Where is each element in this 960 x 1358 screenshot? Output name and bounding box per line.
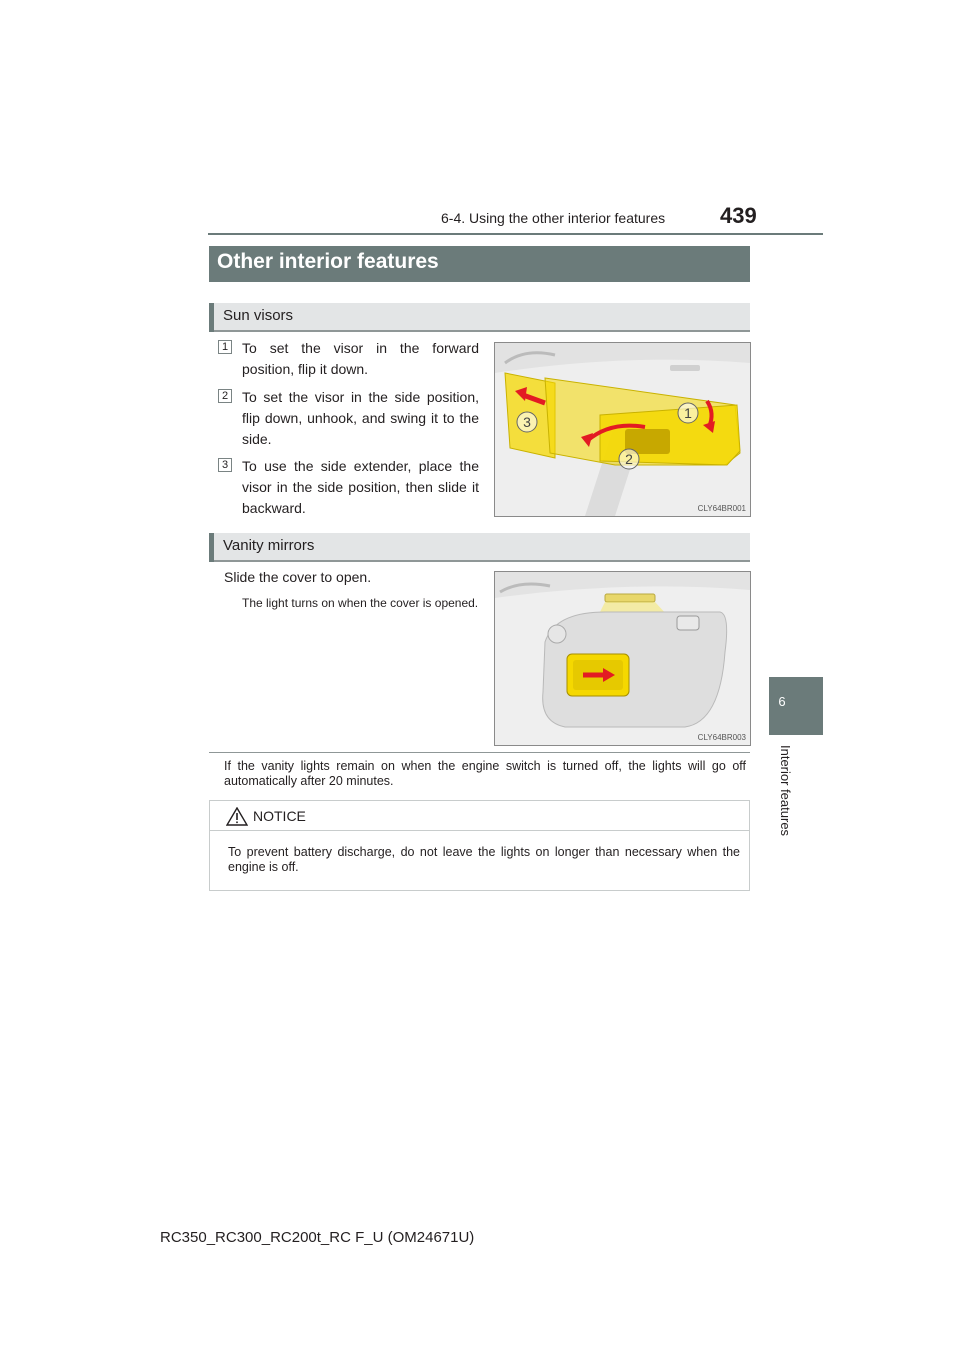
vanity-note: The light turns on when the cover is opened. [242, 596, 479, 610]
header-rule [208, 233, 823, 235]
section-heading-text: Vanity mirrors [223, 537, 315, 554]
vanity-mirror-illustration [494, 571, 751, 746]
chapter-tab-label: Interior features [778, 745, 793, 837]
notice-text: To prevent battery discharge, do not leave the lights on longer than necessary when the engine is off. [228, 845, 740, 874]
callout-3: 3 [523, 414, 531, 430]
notice-box [209, 800, 750, 891]
figure-code: CLY64BR001 [697, 504, 746, 513]
notice-header [210, 801, 749, 831]
figure-code: CLY64BR003 [697, 733, 746, 742]
chapter-tab-number: 6 [778, 694, 786, 709]
step-text-1: To set the visor in the forward position, flip it down. [242, 340, 479, 377]
section-heading-sun-visors [209, 303, 750, 332]
vanity-mirror-drawing [495, 572, 750, 745]
footer-model-code: RC350_RC300_RC200t_RC F_U (OM24671U) [160, 1229, 475, 1246]
running-header-section-title: 6-4. Using the other interior features [441, 210, 666, 226]
sun-visor-drawing [495, 343, 750, 516]
step-text-3: To use the side extender, place the visor in the side position, then slide it backward. [242, 458, 479, 516]
warning-triangle-icon [226, 807, 248, 826]
main-title: Other interior features [217, 250, 439, 273]
section-heading-vanity-mirrors [209, 533, 750, 562]
notice-heading: NOTICE [253, 808, 306, 824]
step-number-1: 1 [218, 340, 232, 354]
page-number: 439 [720, 203, 757, 228]
step-text-2: To set the visor in the side position, flip down, unhook, and swing it to the side. [242, 389, 479, 447]
callout-1: 1 [684, 405, 692, 421]
info-rule [209, 752, 750, 753]
step-number-2: 2 [218, 389, 232, 403]
main-title-bar [209, 246, 750, 282]
sun-visor-illustration [494, 342, 751, 517]
info-text: If the vanity lights remain on when the engine switch is turned off, the lights will go off automatically after 20 minutes. [224, 759, 746, 788]
vanity-instruction: Slide the cover to open. [224, 569, 372, 585]
step-number-3: 3 [218, 458, 232, 472]
section-heading-text: Sun visors [223, 307, 294, 324]
callout-2: 2 [625, 451, 633, 467]
